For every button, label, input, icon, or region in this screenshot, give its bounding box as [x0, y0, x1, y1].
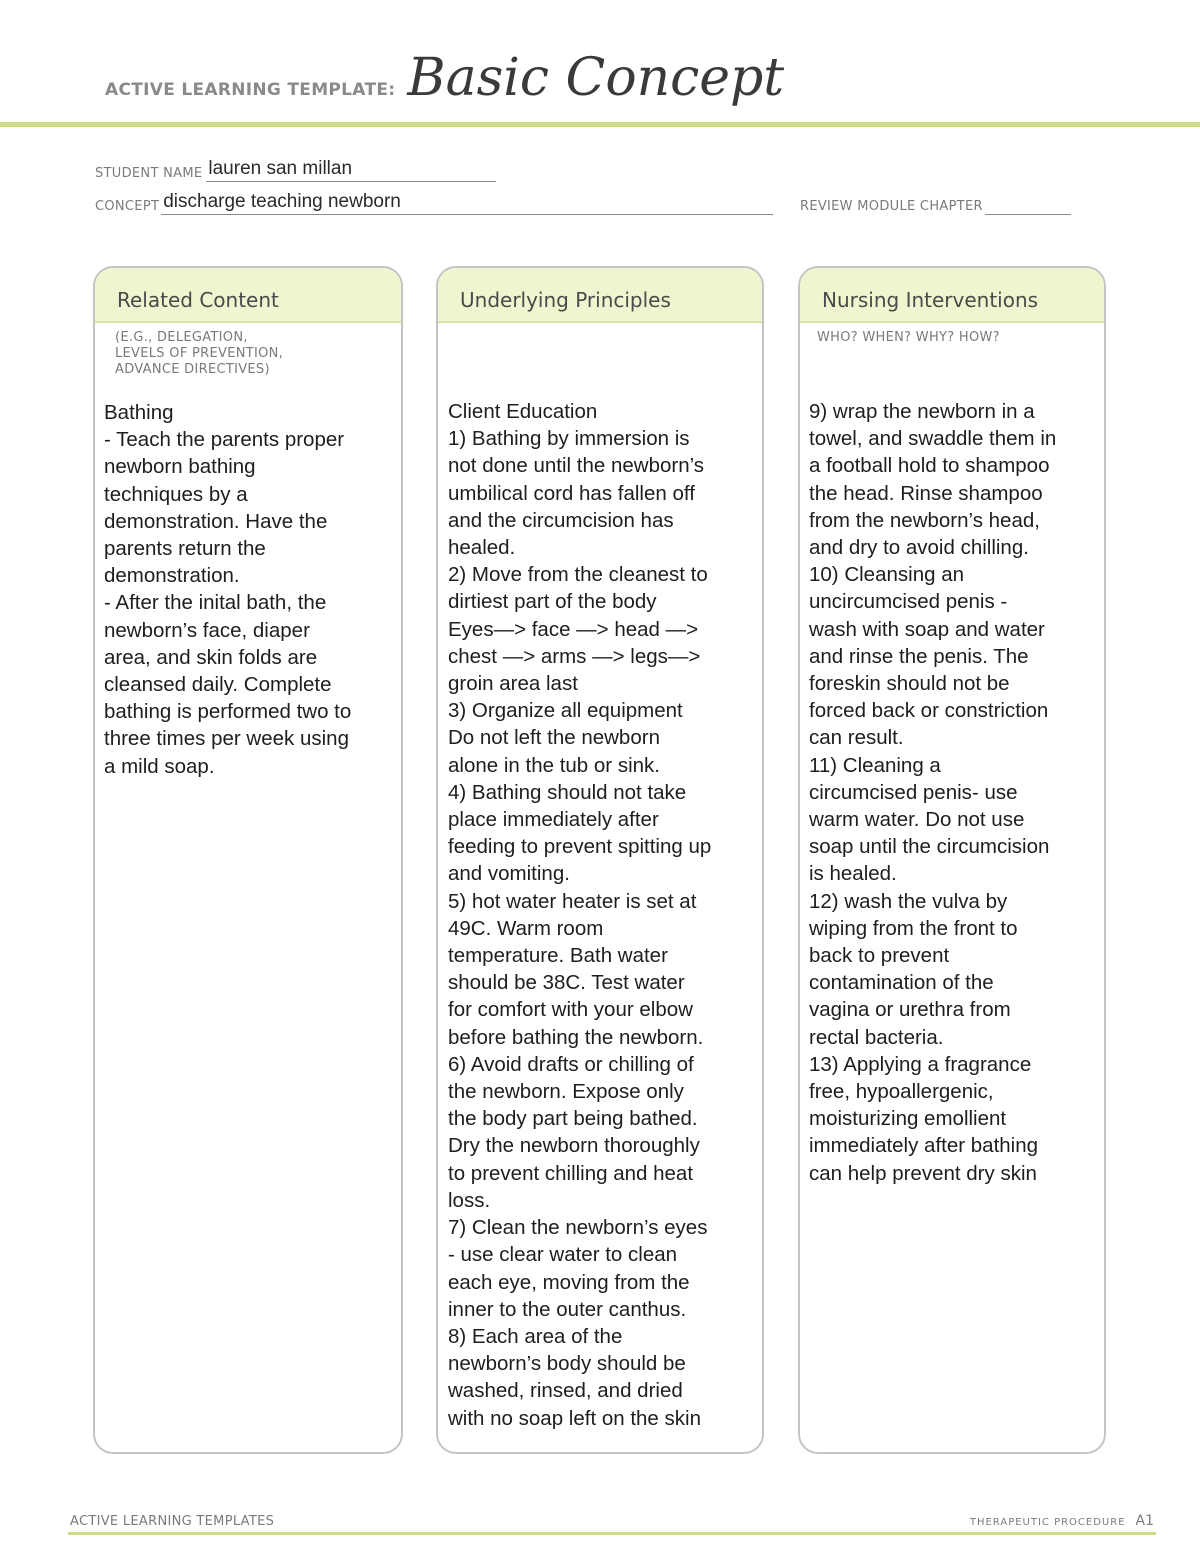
- concept-field[interactable]: [161, 193, 773, 215]
- nursing-interventions-title: Nursing Interventions: [822, 288, 1039, 312]
- nursing-interventions-subtitle: WHO? WHEN? WHY? HOW?: [817, 330, 1000, 345]
- footer-divider: [68, 1532, 1156, 1535]
- concept-row: [95, 193, 773, 215]
- concept-value: discharge teaching newborn: [163, 191, 401, 212]
- related-content-title: Related Content: [117, 288, 279, 312]
- student-name-row: [95, 160, 496, 182]
- nursing-interventions-header: [800, 268, 1104, 323]
- student-name-field[interactable]: [206, 160, 496, 182]
- nursing-interventions-body[interactable]: 9) wrap the newborn in a towel, and swaddle them in a football hold to shampoo the head. Rinse shampoo from the newborn’s head, and dry to avoid chilling. 10) Cleansing an uncircumcised penis - wash with soap and water and rinse the penis. The foreskin should not be forced back or constriction can result. 11) Cleaning a circumcised penis- use warm water. Do not use soap until the circumcision is healed. 12) wash the vulva by wiping from the front to back to prevent contamination of the vagina or urethra from rectal bacteria. 13) Applying a fragrance free, hypoallergenic, moisturizing emollient immediately after bathing can help prevent dry skin: [809, 400, 1057, 1185]
- footer-procedure: THERAPEUTIC PROCEDURE: [969, 1517, 1126, 1528]
- student-name-label: STUDENT NAME: [95, 166, 203, 181]
- page-header: [105, 48, 784, 118]
- underlying-principles-title: Underlying Principles: [460, 288, 671, 312]
- review-module-field[interactable]: [985, 193, 1071, 215]
- concept-label: CONCEPT: [95, 199, 160, 214]
- nursing-interventions-panel: [798, 266, 1106, 1454]
- footer-code: A1: [1135, 1513, 1154, 1529]
- related-content-panel: [93, 266, 403, 1454]
- related-content-body[interactable]: Bathing - Teach the parents proper newborn bathing techniques by a demonstration. Have the parents return the demonstration. - After the inital bath, the newborn’s face, diaper area, and skin folds are cleansed daily. Complete bathing is performed two to three times per week using a mild soap.: [104, 401, 352, 778]
- underlying-principles-panel: [436, 266, 764, 1454]
- footer-label: ACTIVE LEARNING TEMPLATES: [70, 1514, 275, 1529]
- related-content-subtitle: (E.G., DELEGATION, LEVELS OF PREVENTION, ADVANCE DIRECTIVES): [115, 330, 284, 377]
- underlying-principles-header: [438, 268, 762, 323]
- review-module-row: [800, 193, 1071, 215]
- underlying-principles-body[interactable]: Client Education 1) Bathing by immersion is not done until the newborn’s umbilical cord has fallen off and the circumcision has healed. 2) Move from the cleanest to dirtiest part of the body Eyes—> face —> head —> chest —> arms —> legs—> groin area last 3) Organize all equipment Do not left the newborn alone in the tub or sink. 4) Bathing should not take place immediately after feeding to prevent spitting up and vomiting. 5) hot water heater is set at 49C. Warm room temperature. Bath water should be 38C. Test water for comfort with your elbow before bathing the newborn. 6) Avoid drafts or chilling of the newborn. Expose only the body part being bathed. Dry the newborn thoroughly to prevent chilling and heat loss. 7) Clean the newborn’s eyes - use clear water to clean each eye, moving from the inner to the outer canthus. 8) Each area of the newborn’s body should be washed, rinsed, and dried with no soap left on the skin: [448, 400, 712, 1430]
- page-title: Basic Concept: [407, 48, 785, 108]
- template-label: ACTIVE LEARNING TEMPLATE:: [105, 80, 396, 100]
- review-module-label: REVIEW MODULE CHAPTER: [800, 199, 983, 214]
- student-name-value: lauren san millan: [208, 158, 353, 179]
- footer-right: [970, 1513, 1154, 1529]
- related-content-header: [95, 268, 401, 323]
- header-divider: [0, 122, 1200, 127]
